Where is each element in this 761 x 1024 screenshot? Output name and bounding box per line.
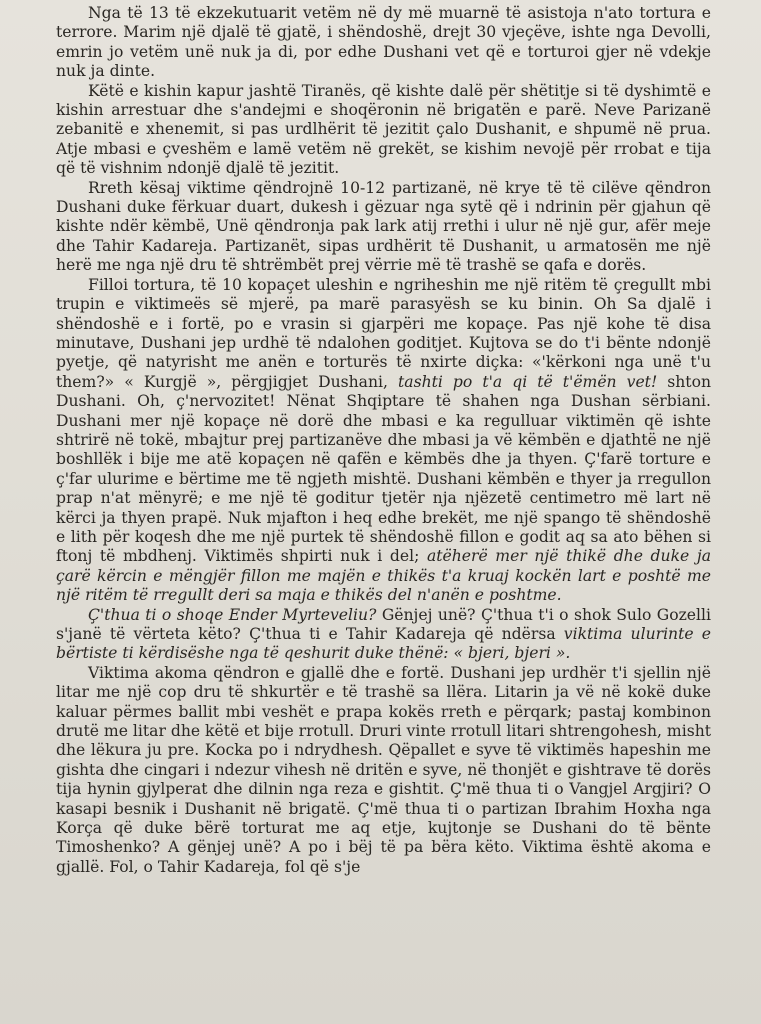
paragraph-5-italic-b: viktima ulurinte e bërtiste ti kërdisëshe nga të qeshurit duke thënë: « bjeri, bjeri ». (56, 625, 711, 663)
paragraph-2-text: Këtë e kishin kapur jashtë Tiranës, që kishte dalë për shëtitje si të dyshimtë e kishin arrestuar dhe s'andejmi e shoqëronin në brigatën e parë. Neve Parizanë zebanitë e xhenemit, si pas urdlhërit të jezitit çalo Dushanit, e shpumë në prua. Atje mbasi e çveshëm e lamë vetëm në grekët, se kishim nevojë për rrobat e tija që të vishnim ndonjë djalë të jezitit. (56, 81, 711, 178)
paragraph-1-text: Nga të 13 të ekzekutuarit vetëm në dy më muarnë të asistoja n'ato tortura e terrore. Marim një djalë të gjatë, i shëndoshë, drejt 30 vjeçëve, ishte nga Devolli, emrin jo vetëm unë nuk ja di, por edhe Dushani vet që e torturoi gjer në vdekje nuk ja dinte. (56, 4, 711, 81)
paragraph-5-text: Gënjej unë? Ç'thua t'i o shok Sulo Gozelli s'janë të vërteta këto? Ç'thua ti e Tahir Kadareja që ndërsa (56, 605, 711, 643)
paragraph-3-text: Rreth kësaj viktime qëndrojnë 10-12 partizanë, në krye të të cilëve qëndron Dushani duke fërkuar duart, dukesh i gëzuar nga sytë që i ndrinin për gjahun që kishte ndër këmbë, Unë qëndronja pak lark atij rrethi i ulur në një gur, afër meje dhe Tahir Kadareja. Partizanët, sipas urdhërit të Dushanit, u armatosën me një herë me nga një dru të shtrëmbët prej vërrie më të trashë se qafa e dorës. (56, 178, 711, 275)
paragraph-2 (56, 82, 711, 179)
paragraph-4 (56, 276, 711, 606)
paragraph-4-italic-b: atëherë mer një thikë dhe duke ja çarë kërcin e mëngjër fillon me majën e thikës t'a kruaj kockën lart e poshtë me një ritëm të rregullt deri sa maja e thikës del n'anën e poshtme. (56, 547, 712, 605)
paragraph-5 (56, 606, 711, 664)
paragraph-4-text-a: Filloi tortura, të 10 kopaçet uleshin e ngriheshin me një ritëm të çregullt mbi trupin e viktimeës së mjerë, pa marë parasyësh se ku binin. Oh Sa djalë i shëndoshë e i fortë, po e vrasin si gjarpëri me kopaçe. Pas një kohe të disa minutave, Dushani jep urdhë të ndalohen goditjet. Kujtova se do t'i bënte ndonjë pyetje, që natyrisht me anën e torturës të nxirte diçka: «'kërkoni nga unë t'u them?» « Kurgjë », përgjigjet Dushani, (56, 275, 711, 391)
paragraph-4-italic-a: tashti po t'a qi të t'ëmën vet! (398, 372, 658, 391)
paragraph-6 (56, 664, 711, 877)
paragraph-4-text-b: shton Dushani. Oh, ç'nervozitet! Nënat Shqiptare të shahen nga Dushan sërbiani. Dushani mer një kopaçe në dorë dhe mbasi e ka regulluar viktimën që ishte shtrirë në tokë, mbajtur prej partizanëve dhe mbasi ja vë këmbën e djathtë ne një boshllëk i bije me atë kopaçen në qafën e këmbës dhe ja thyen. Ç'farë torture e ç'far ulurime e bërtime me të ngjeth mishtë. Dushani këmbën e thyer ja rregullon prap n'at mënyrë; e me një të goditur tjetër nja njëzetë centimetro më lart në kërci ja thyen prapë. Nuk mjafton i heq edhe brekët, me një spango të shëndoshë e lith për koqesh dhe me një purtek të shëndoshë fillon e godit aq sa ato bëhen si ftonj të mbdhenj. Viktimës shpirti nuk i del; (56, 372, 712, 566)
paragraph-6-text: Viktima akoma qëndron e gjallë dhe e fortë. Dushani jep urdhër t'i sjellin një litar me një cop dru të shkurtër e të trashë sa llëra. Litarin ja vë në kokë duke kaluar përmes ballit mbi veshët e prapa kokës rreth e përqark; pastaj kombinon drutë me litar dhe këtë et bije rrotull. Druri vinte rrotull litari shtrengohesh, misht dhe lëkura ju pre. Kocka po i ndrydhesh. Qëpallet e syve të viktimës hapeshin me gishta dhe cingari i ndezur vihesh në dritën e syve, në thonjët e gishtrave të dorës tija hynin gjylperat dhe dilnin nga reza e gishtit. Ç'më thua ti o Vangjel Argjiri? O kasapi besnik i Dushanit në brigatë. Ç'më thua ti o partizan Ibrahim Hoxha nga Korça që duke bërë torturat me aq etje, kujtonje se Dushani do të bënte Timoshenko? A gënjej unë? A po i bëj të pa bëra këto. Viktima është akoma e gjallë. Fol, o Tahir Kadareja, fol që s'je (56, 663, 712, 876)
paragraph-3 (56, 179, 711, 276)
paragraph-5-italic-a: Ç'thua ti o shoqe Ender Myrteveliu? (88, 605, 377, 624)
paragraph-1 (56, 4, 711, 82)
body-text (56, 4, 711, 877)
